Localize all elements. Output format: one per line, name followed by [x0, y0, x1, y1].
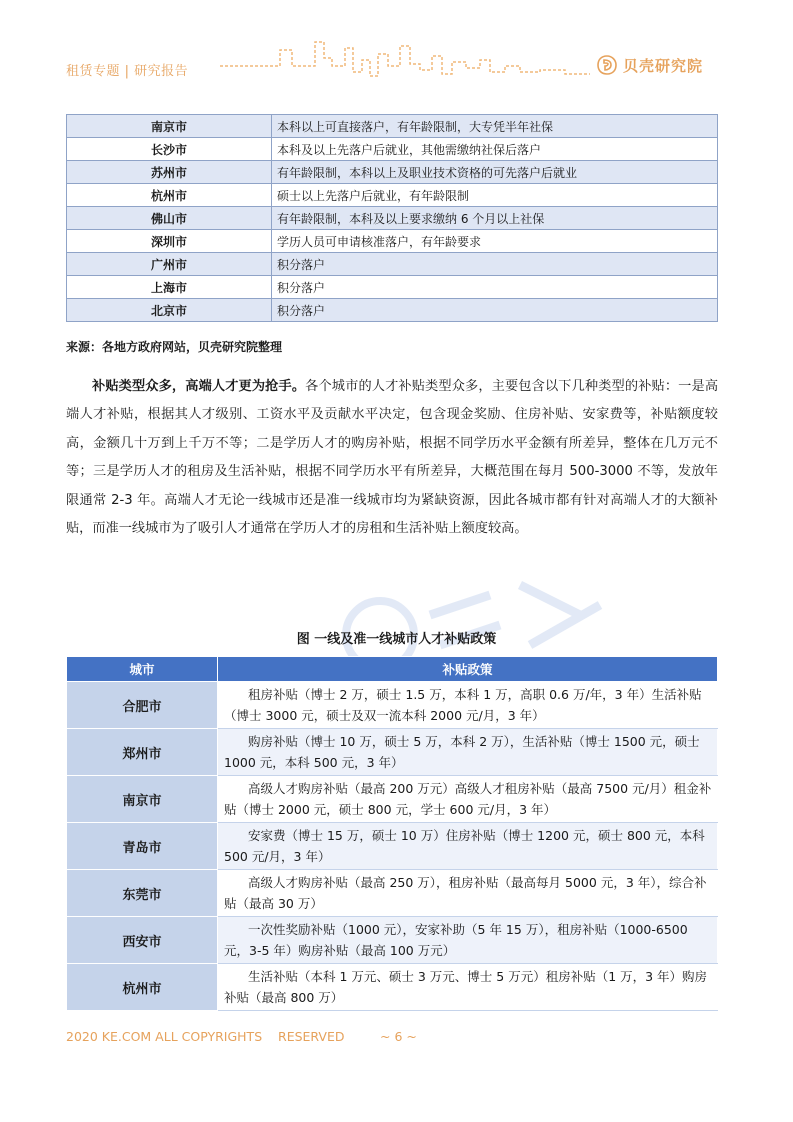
table-row	[67, 115, 718, 138]
table-row	[67, 276, 718, 299]
policy-cell: 高级人才购房补贴（最高 200 万元）高级人才租房补贴（最高 7500 元/月）租金补贴（博士 2000 元，硕士 800 元，学士 600 元/月，3 年）	[218, 776, 718, 823]
subsidy-policy-table	[66, 656, 718, 1011]
city-cell: 郑州市	[67, 729, 218, 776]
city-cell: 合肥市	[67, 682, 218, 729]
table-row	[67, 161, 718, 184]
figure-title: 图 一线及准一线城市人才补贴政策	[296, 632, 497, 647]
city-cell: 深圳市	[67, 230, 272, 253]
table-row	[67, 870, 718, 917]
table-row	[67, 230, 718, 253]
city-cell: 西安市	[67, 917, 218, 964]
table-row	[67, 776, 718, 823]
source-note: 来源：各地方政府网站，贝壳研究院整理	[66, 340, 283, 354]
policy-cell: 购房补贴（博士 10 万，硕士 5 万，本科 2 万），生活补贴（博士 1500 元，硕士 1000 元，本科 500 元，3 年）	[218, 729, 718, 776]
table-row	[67, 729, 718, 776]
policy-cell: 有年龄限制，本科及以上要求缴纳 6 个月以上社保	[272, 207, 718, 230]
table-row	[67, 917, 718, 964]
policy-cell: 安家费（博士 15 万，硕士 10 万）住房补贴（博士 1200 元，硕士 800 元，本科 500 元/月，3 年）	[218, 823, 718, 870]
table-row	[67, 964, 718, 1011]
policy-cell: 本科及以上先落户后就业，其他需缴纳社保后落户	[272, 138, 718, 161]
table-row	[67, 682, 718, 729]
policy-cell: 本科以上可直接落户，有年龄限制，大专凭半年社保	[272, 115, 718, 138]
table-row	[67, 253, 718, 276]
policy-cell: 生活补贴（本科 1 万元、硕士 3 万元、博士 5 万元）租房补贴（1 万，3 年）购房补贴（最高 800 万）	[218, 964, 718, 1011]
city-cell: 长沙市	[67, 138, 272, 161]
policy-cell: 租房补贴（博士 2 万，硕士 1.5 万，本科 1 万，高职 0.6 万/年，3 年）生活补贴（博士 3000 元，硕士及双一流本科 2000 元/月，3 年）	[218, 682, 718, 729]
paragraph-body: 各个城市的人才补贴类型众多，主要包含以下几种类型的补贴：一是高端人才补贴，根据其人才级别、工资水平及贡献水平决定，包含现金奖励、住房补贴、安家费等，补贴额度较高，金额几十万到上千万不等；二是学历人才的购房补贴，根据不同学历水平金额有所差异，整体在几万元不等；三是学历人才的租房及生活补贴，根据不同学历水平有所差异，大概范围在每月 500-3000 不等，发放年限通常 2-3 年。高端人才无论一线城市还是准一线城市均为紧缺资源，因此各城市都有针对高端人才的大额补贴，而准一线城市为了吸引人才通常在学历人才的房租和生活补贴上额度较高。	[66, 379, 719, 537]
brand-name: 贝壳研究院	[623, 56, 704, 75]
table-row	[67, 823, 718, 870]
city-cell: 南京市	[67, 776, 218, 823]
paragraph-lead: 补贴类型众多，高端人才更为抢手。	[92, 379, 306, 394]
brand-logo-icon	[596, 54, 618, 76]
table-row	[67, 184, 718, 207]
city-cell: 青岛市	[67, 823, 218, 870]
city-cell: 南京市	[67, 115, 272, 138]
city-cell: 杭州市	[67, 184, 272, 207]
footer-copyright: 2020 KE.COM ALL COPYRIGHTS RESERVED	[66, 1029, 345, 1044]
table-header-row	[67, 657, 718, 682]
policy-cell: 积分落户	[272, 253, 718, 276]
column-header-policy: 补贴政策	[218, 657, 718, 682]
table-row	[67, 138, 718, 161]
policy-cell: 积分落户	[272, 276, 718, 299]
policy-cell: 一次性奖励补贴（1000 元），安家补助（5 年 15 万），租房补贴（1000-6500 元，3-5 年）购房补贴（最高 100 万元）	[218, 917, 718, 964]
city-cell: 上海市	[67, 276, 272, 299]
policy-cell: 学历人员可申请核准落户，有年龄要求	[272, 230, 718, 253]
city-cell: 佛山市	[67, 207, 272, 230]
policy-cell: 有年龄限制，本科以上及职业技术资格的可先落户后就业	[272, 161, 718, 184]
city-cell: 广州市	[67, 253, 272, 276]
city-cell: 北京市	[67, 299, 272, 322]
settlement-policy-table	[66, 114, 718, 322]
skyline-decoration	[220, 36, 600, 86]
column-header-city: 城市	[67, 657, 218, 682]
policy-cell: 高级人才购房补贴（最高 250 万），租房补贴（最高每月 5000 元，3 年），综合补贴（最高 30 万）	[218, 870, 718, 917]
city-cell: 东莞市	[67, 870, 218, 917]
body-paragraph	[66, 373, 718, 543]
policy-cell: 积分落户	[272, 299, 718, 322]
page-number: ~ 6 ~	[380, 1029, 417, 1044]
table-row	[67, 299, 718, 322]
policy-cell: 硕士以上先落户后就业，有年龄限制	[272, 184, 718, 207]
city-cell: 苏州市	[67, 161, 272, 184]
brand	[596, 54, 703, 76]
header-title: 租赁专题 | 研究报告	[66, 64, 189, 79]
city-cell: 杭州市	[67, 964, 218, 1011]
table-row	[67, 207, 718, 230]
